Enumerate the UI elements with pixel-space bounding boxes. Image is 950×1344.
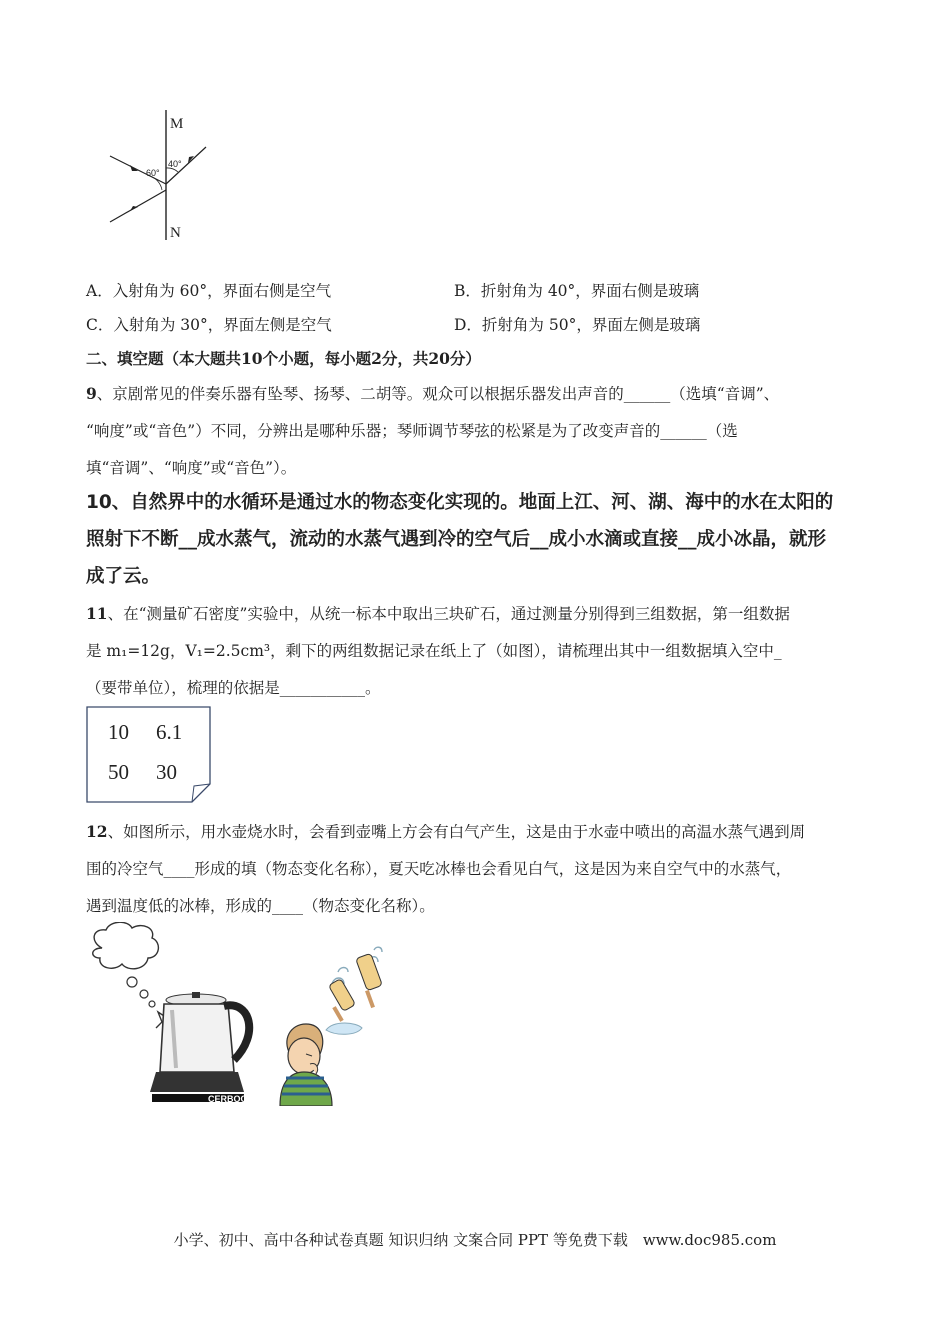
note-r2c1: 50 <box>108 760 129 784</box>
q12-line1 <box>86 820 805 842</box>
q11-line3: （要带单位），梳理的依据是___________。 <box>86 679 381 697</box>
q9-number: 9 <box>86 384 97 403</box>
option-d: D．折射角为 50°，界面左侧是玻璃 <box>454 316 701 334</box>
q10-line3: 成了云。 <box>86 566 161 587</box>
footer-text: 小学、初中、高中各种试卷真题 知识归纳 文案合同 PPT 等免费下载 www.doc985.com <box>173 1231 777 1249</box>
q10-line2: 照射下不断__成水蒸气，流动的水蒸气遇到冷的空气后__成小水滴或直接__成小冰晶，就形 <box>86 529 827 550</box>
angle-60-label: 60° <box>146 168 160 178</box>
kettle-brand: CERBOC <box>208 1094 248 1104</box>
q9-line1 <box>86 382 779 404</box>
label-m: M <box>170 116 184 132</box>
q12-line3: 遇到温度低的冰棒，形成的____（物态变化名称）。 <box>86 897 435 915</box>
data-note <box>86 706 212 804</box>
refraction-diagram <box>100 110 220 245</box>
q12-line1-text: 、如图所示，用水壶烧水时，会看到壶嘴上方会有白气产生，这是由于水壶中喷出的高温水蒸气遇到周 <box>107 823 806 841</box>
option-b: B．折射角为 40°，界面右侧是玻璃 <box>454 282 700 300</box>
option-c: C．入射角为 30°，界面左侧是空气 <box>86 316 332 334</box>
note-r2c2: 30 <box>156 760 177 784</box>
q11-line1-text: 、在“测量矿石密度”实验中，从统一标本中取出三块矿石，通过测量分别得到三组数据，第一组数据 <box>107 605 790 623</box>
q12-line2: 围的冷空气____形成的填（物态变化名称），夏天吃冰棒也会看见白气，这是因为来自空气中的水蒸气， <box>86 860 792 878</box>
kettle-illustration <box>84 922 264 1106</box>
q10-line1: 10、自然界中的水循环是通过水的物态变化实现的。地面上江、河、湖、海中的水在太阳的 <box>86 492 834 513</box>
q11-line1 <box>86 602 790 624</box>
boy-popsicle-illustration <box>272 944 422 1106</box>
label-n: N <box>170 225 181 241</box>
option-a: A．入射角为 60°，界面右侧是空气 <box>86 282 332 300</box>
q9-line2: “响度”或“音色”）不同，分辨出是哪种乐器；琴师调节琴弦的松紧是为了改变声音的______（选 <box>86 422 738 440</box>
note-r1c2: 6.1 <box>156 720 183 744</box>
section-heading: 二、填空题（本大题共10个小题，每小题2分，共20分） <box>86 349 481 368</box>
q12-number: 12 <box>86 822 108 841</box>
q9-line1-text: 、京剧常见的伴奏乐器有坠琴、扬琴、二胡等。观众可以根据乐器发出声音的______（选填“音调”、 <box>96 385 780 403</box>
q11-line2: 是 m₁=12g，V₁=2.5cm³，剩下的两组数据记录在纸上了（如图），请梳理出其中一组数据填入空中_ <box>86 642 782 660</box>
q9-line3: 填“音调”、“响度”或“音色”）。 <box>86 459 297 477</box>
q11-number: 11 <box>86 604 108 623</box>
note-r1c1: 10 <box>108 720 129 744</box>
angle-40-label: 40° <box>168 159 182 169</box>
